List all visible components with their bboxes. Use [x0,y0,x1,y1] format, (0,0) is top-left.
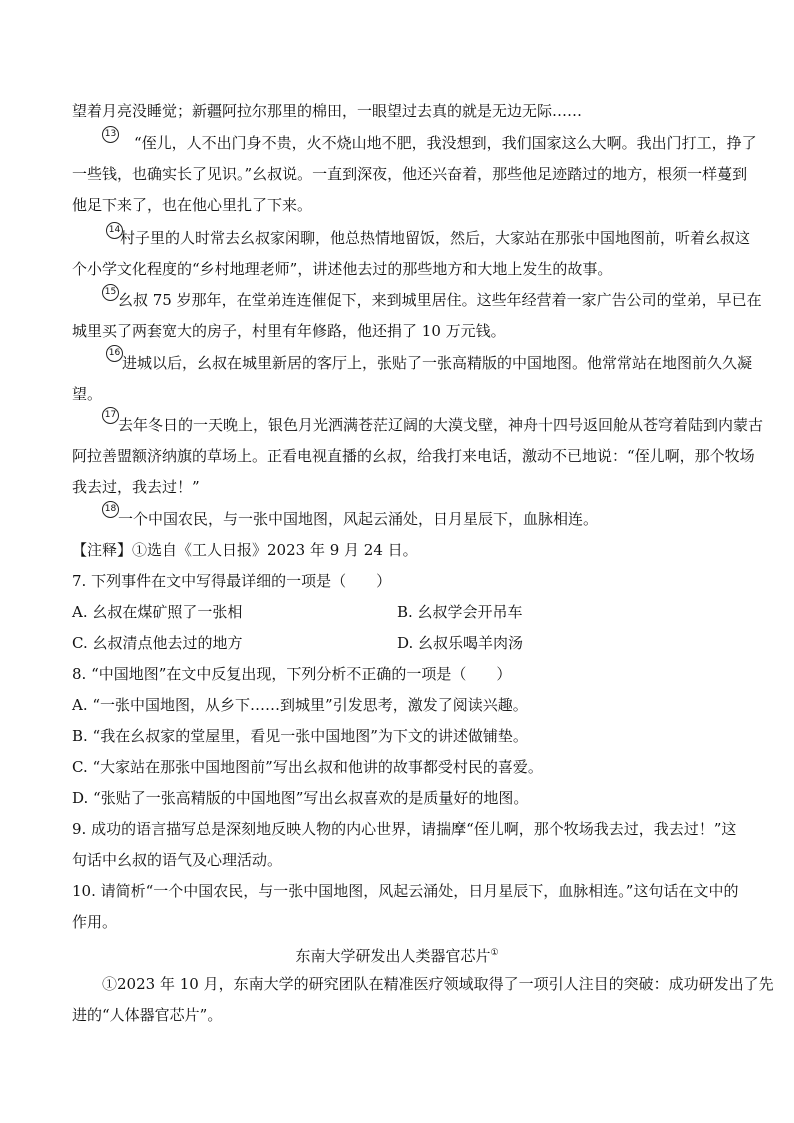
text-line: “侄儿，人不出门身不贵，火不烧山地不肥，我没想到，我们国家这么大啊。我出门打工，挣了 [134,134,757,152]
text-line: 幺叔 75 岁那年，在堂弟连连催促下，来到城里居住。这些年经营着一家广告公司的堂弟，早已在 [118,291,762,309]
text-line: 村子里的人时常去幺叔家闲聊，他总热情地留饭，然后，大家站在那张中国地图前，听着幺叔这 [120,229,751,247]
paragraph-number-13: 13 [102,126,119,143]
section-title-text: 东南大学研发出人类器官芯片 [295,947,491,965]
section-title [0,942,794,967]
option-8d: D. “张贴了一张高精版的中国地图”写出幺叔喜欢的是质量好的地图。 [72,789,529,807]
question-9: 9. 成功的语言描写总是深刻地反映人物的内心世界，请揣摩“侄儿啊，那个牧场我去过，我去过！”这 [72,820,737,838]
text-line: 他足下来了，也在他心里扎了下来。 [72,196,313,214]
text-line: 望。 [72,385,103,403]
option-7c: C. 幺叔清点他去过的地方 [72,634,243,652]
section-title-footnote: ① [490,948,499,958]
question-8: 8. “中国地图”在文中反复出现，下列分析不正确的一项是（ ） [72,665,512,683]
text-line: 阿拉善盟额济纳旗的草场上。正看电视直播的幺叔，给我打来电话，激动不已地说：“侄儿啊，那个牧场 [72,447,755,465]
question-7: 7. 下列事件在文中写得最详细的一项是（ ） [72,572,392,590]
question-9-cont: 句话中幺叔的语气及心理活动。 [72,851,283,869]
text-line: 一个中国农民，与一张中国地图，风起云涌处，日月星辰下，血脉相连。 [118,510,599,528]
question-10-cont: 作用。 [72,913,118,931]
option-8b: B. “我在幺叔家的堂屋里，看见一张中国地图”为下文的讲述做铺垫。 [72,727,528,745]
option-8a: A. “一张中国地图，从乡下……到城里”引发思考，激发了阅读兴趣。 [72,696,528,714]
paragraph-number-18: 18 [102,501,119,518]
text-line: 进的“人体器官芯片”。 [72,1006,223,1024]
option-7d: D. 幺叔乐喝羊肉汤 [397,634,524,652]
paragraph-number-17: 17 [102,407,119,424]
text-line: 去年冬日的一天晚上，银色月光洒满苍茫辽阔的大漠戈壁，神舟十四号返回舱从苍穹着陆到内蒙古 [118,416,764,434]
text-line: 我去过，我去过！” [72,478,200,496]
text-line: 望着月亮没睡觉；新疆阿拉尔那里的棉田，一眼望过去真的就是无边无际…… [72,102,583,120]
text-line: 进城以后，幺叔在城里新居的客厅上，张贴了一张高精版的中国地图。他常常站在地图前久久凝 [122,354,753,372]
paragraph-number-16: 16 [106,345,123,362]
text-line: 个小学文化程度的“乡村地理老师”，讲述他去过的那些地方和大地上发生的故事。 [72,260,613,278]
annotation-note: 【注释】①选自《工人日报》2023 年 9 月 24 日。 [72,541,418,559]
text-line: ①2023 年 10 月，东南大学的研究团队在精准医疗领域取得了一项引人注目的突破：成功研发出了先 [102,975,774,993]
question-10: 10. 请简析“一个中国农民，与一张中国地图，风起云涌处，日月星辰下，血脉相连。”这句话在文中的 [72,882,739,900]
option-7b: B. 幺叔学会开吊车 [397,603,523,621]
option-7a: A. 幺叔在煤矿照了一张相 [72,603,243,621]
text-line: 一些钱，也确实长了见识。”幺叔说。一直到深夜，他还兴奋着，那些他足迹踏过的地方，根须一样蔓到 [72,165,748,183]
paragraph-number-15: 15 [102,284,119,301]
text-line: 城里买了两套宽大的房子，村里有年修路，他还捐了 10 万元钱。 [72,322,506,340]
option-8c: C. “大家站在那张中国地图前”写出幺叔和他讲的故事都受村民的喜爱。 [72,758,543,776]
paragraph-number-14: 14 [106,222,123,239]
